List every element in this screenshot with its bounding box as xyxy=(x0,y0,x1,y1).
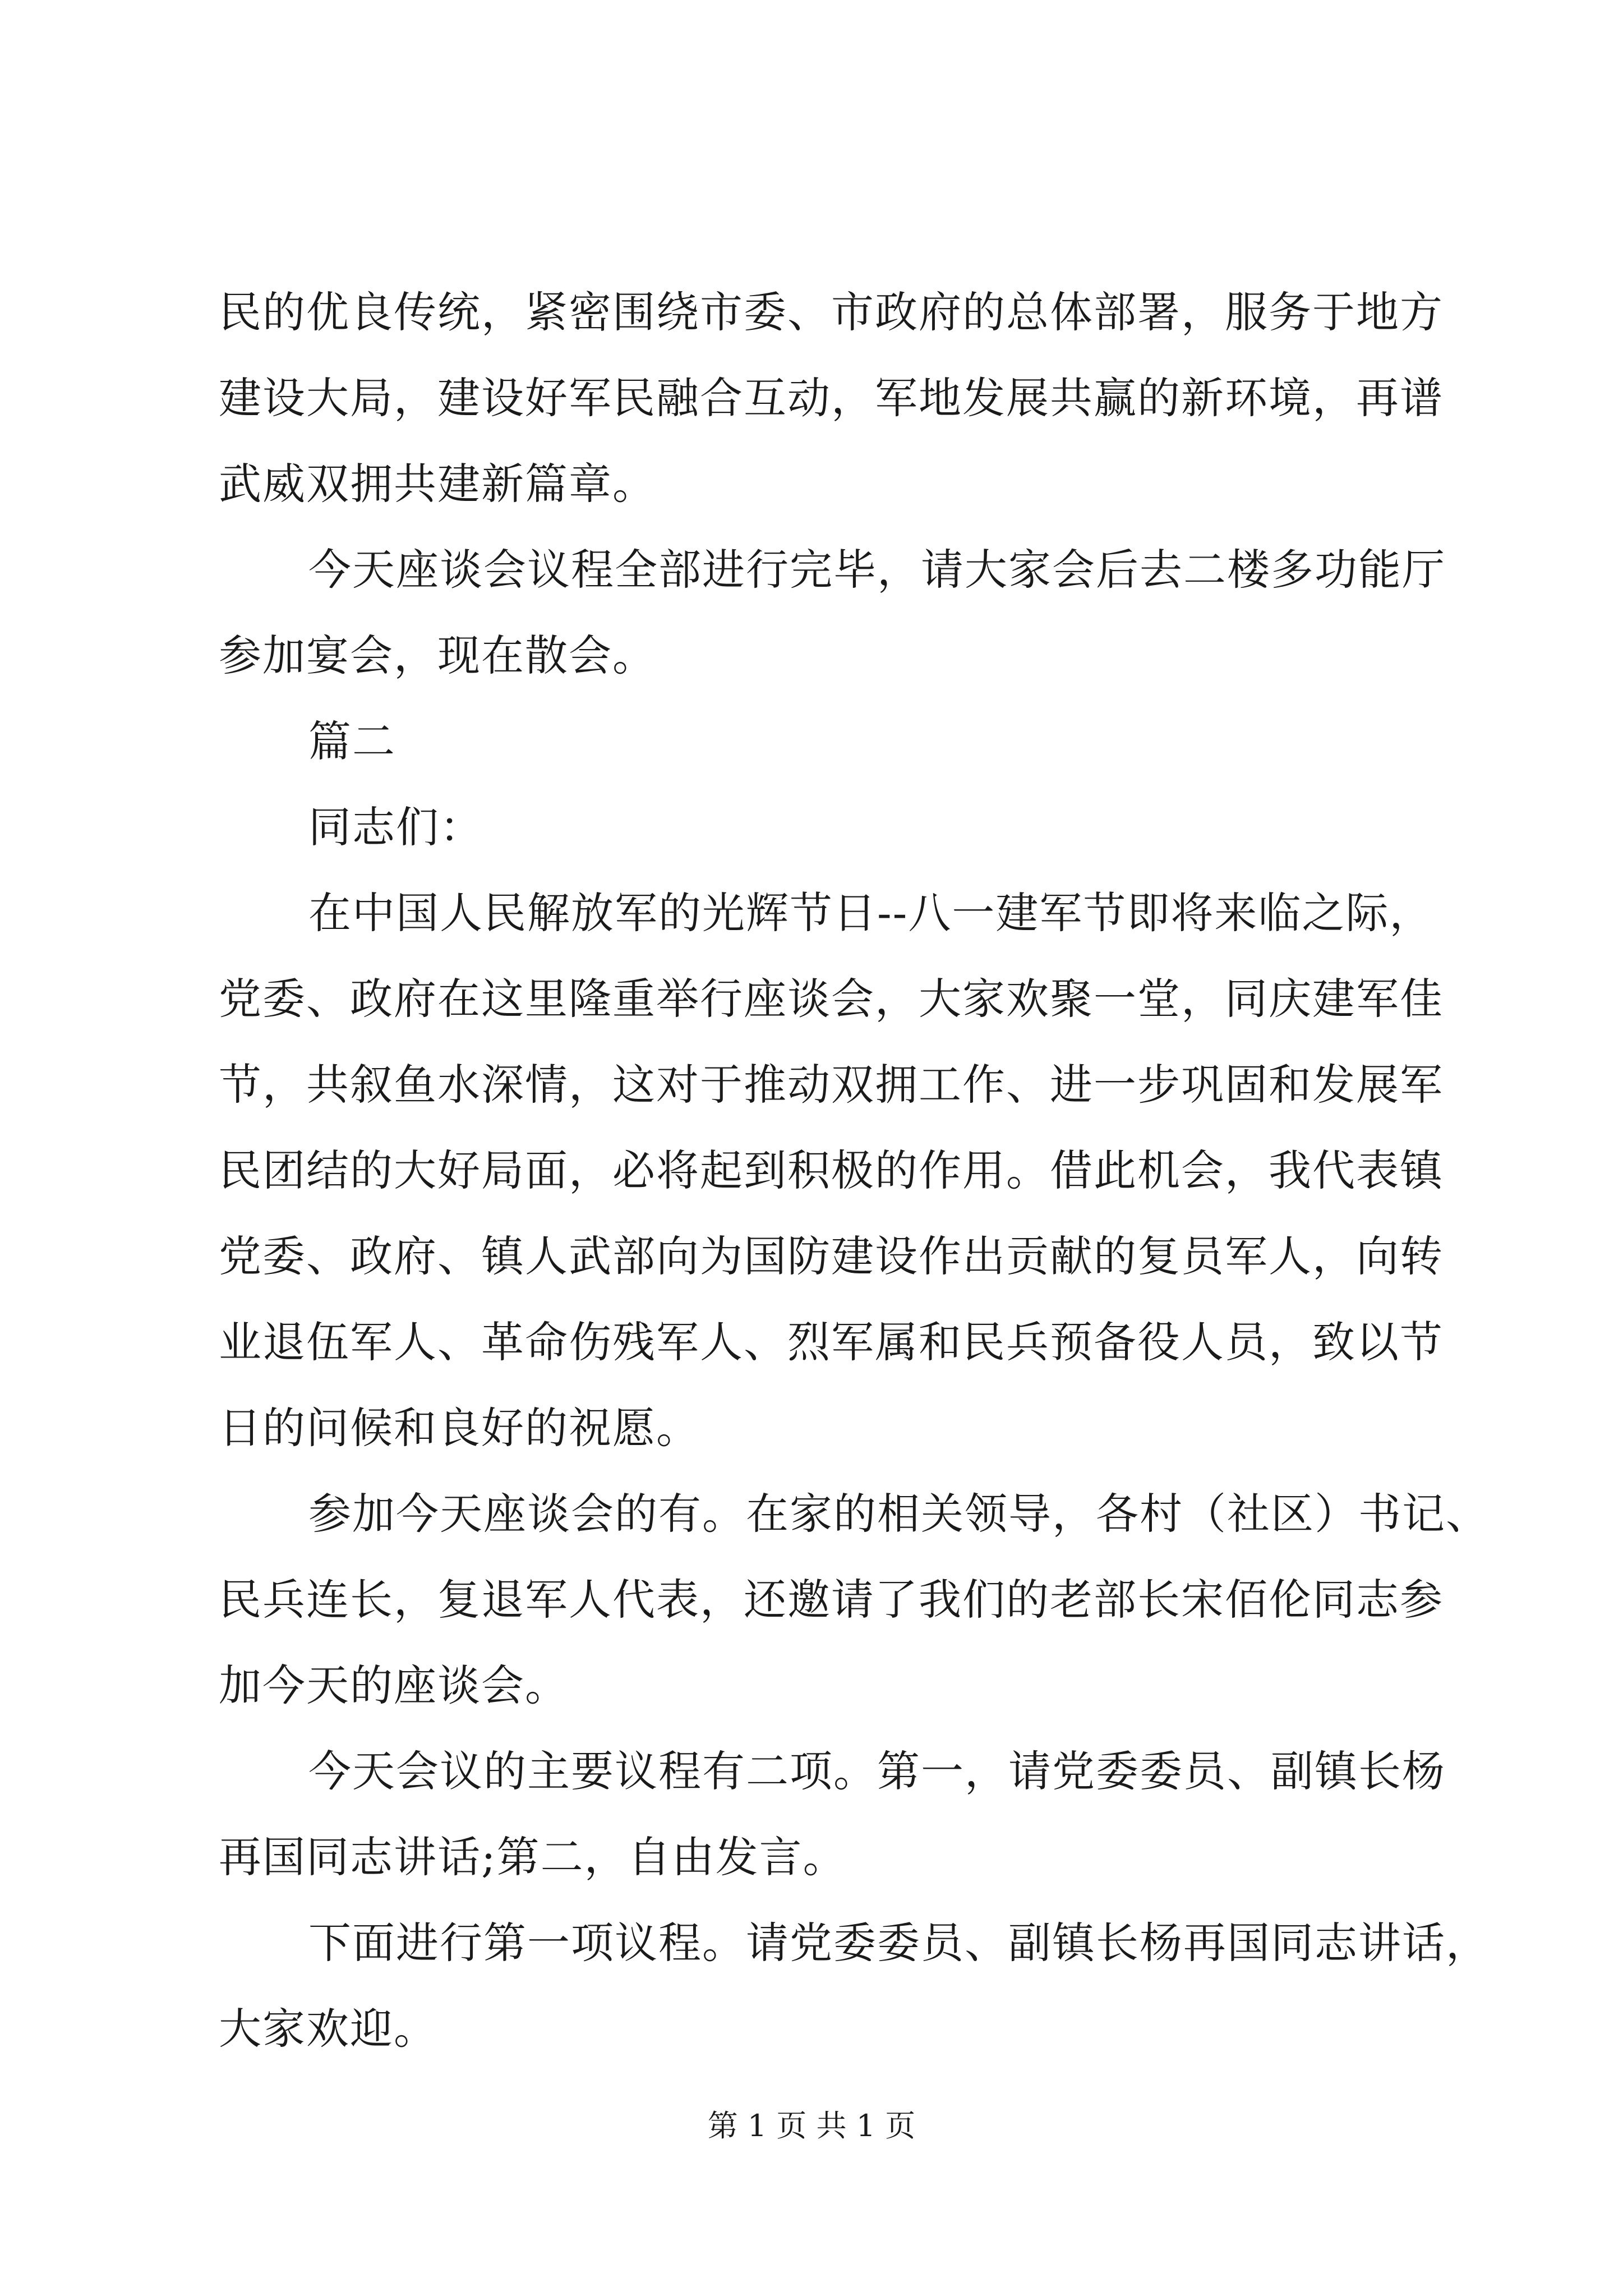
text-line: 再国同志讲话;第二，自由发言。 xyxy=(219,1832,847,1882)
text-line: 大家欢迎。 xyxy=(219,2004,437,2054)
text-line: 参加今天座谈会的有。在家的相关领导，各村（社区）书记、 xyxy=(308,1489,1490,1539)
text-line: 建设大局，建设好军民融合互动，军地发展共赢的新环境，再谱 xyxy=(219,373,1444,423)
text-line: 民的优良传统，紧密围绕市委、市政府的总体部署，服务于地方 xyxy=(219,287,1444,337)
page-footer: 第 1 页 共 1 页 xyxy=(707,2108,916,2143)
text-line: 党委、政府在这里隆重举行座谈会，大家欢聚一堂，同庆建军佳 xyxy=(219,974,1444,1024)
text-line: 今天会议的主要议程有二项。第一，请党委委员、副镇长杨 xyxy=(308,1746,1446,1796)
text-line: 下面进行第一项议程。请党委委员、副镇长杨再国同志讲话， xyxy=(308,1918,1490,1968)
text-line: 党委、政府、镇人武部向为国防建设作出贡献的复员军人，向转 xyxy=(219,1231,1444,1281)
text-line: 日的问候和良好的祝愿。 xyxy=(219,1403,700,1453)
text-line: 加今天的座谈会。 xyxy=(219,1660,569,1710)
text-line: 在中国人民解放军的光辉节日--八一建军节即将来临之际， xyxy=(308,888,1433,938)
text-line: 业退伍军人、革命伤残军人、烈军属和民兵预备役人员，致以节 xyxy=(219,1317,1444,1367)
document-body xyxy=(219,269,1490,2072)
text-line: 武威双拥共建新篇章。 xyxy=(219,459,656,509)
text-line: 篇二 xyxy=(308,716,396,766)
text-line: 同志们： xyxy=(308,802,483,852)
text-line: 民兵连长，复退军人代表，还邀请了我们的老部长宋佰伦同志参 xyxy=(219,1575,1444,1625)
text-line: 民团结的大好局面，必将起到积极的作用。借此机会，我代表镇 xyxy=(219,1145,1444,1195)
text-line: 今天座谈会议程全部进行完毕，请大家会后去二楼多功能厅 xyxy=(308,545,1446,595)
text-line: 参加宴会，现在散会。 xyxy=(219,631,656,680)
text-line: 节，共叙鱼水深情，这对于推动双拥工作、进一步巩固和发展军 xyxy=(219,1060,1444,1110)
